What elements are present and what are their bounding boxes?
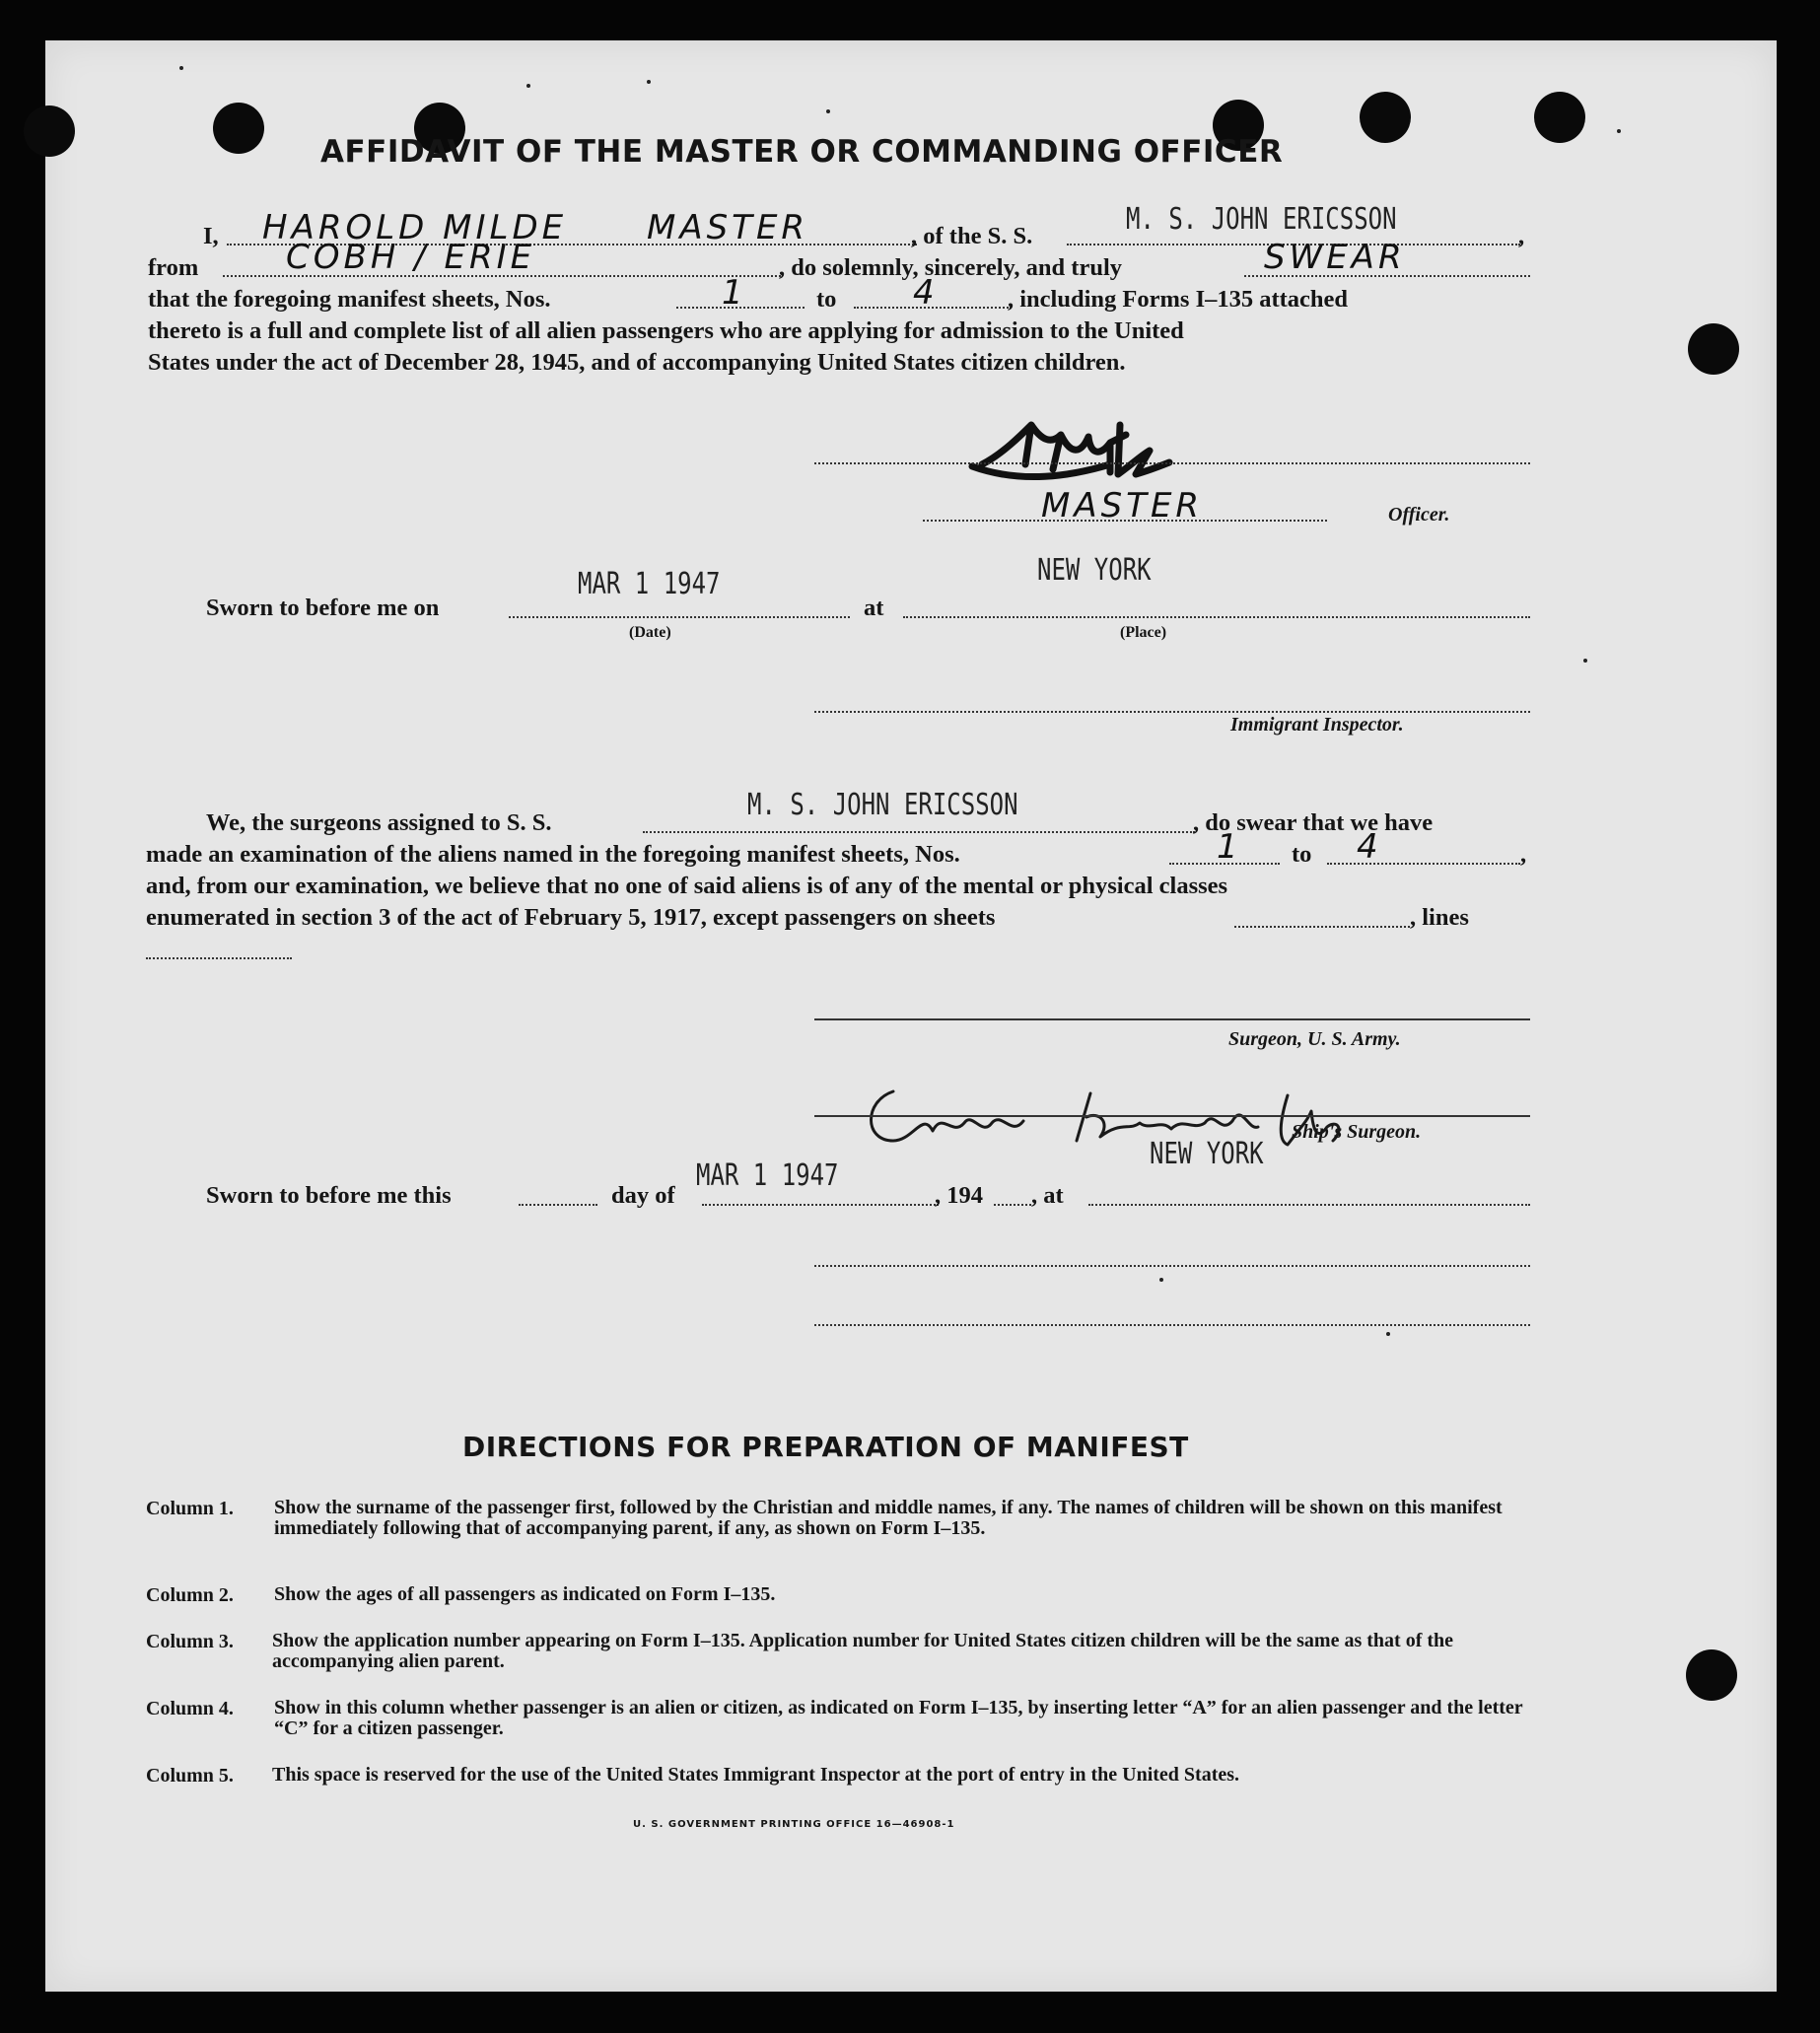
date-stamp: MAR 1 1947 [578,567,721,601]
printing-office-footer: U. S. GOVERNMENT PRINTING OFFICE 16—46908-1 [633,1819,955,1830]
sheet-from-handwritten: 1 [722,273,747,313]
column-4-text: Show in this column whether passenger is an alien or citizen, as indicated on Form I–135, by inserting letter “A” for an alien passenger and the letter “C” for a citizen passenger. [274,1697,1523,1739]
oath-handwritten: SWEAR [1264,238,1406,277]
text-of-ss: , of the S. S. [911,223,1033,249]
column-2-label: Column 2. [146,1584,234,1606]
surgeons-ship-stamp: M. S. JOHN ERICSSON [747,788,1018,822]
column-2-text: Show the ages of all passengers as indicated on Form I–135. [274,1583,776,1605]
document-sheet: AFFIDAVIT OF THE MASTER OR COMMANDING OFFICER I, HAROLD MILDE MASTER , of the S. S. M. S. JOHN ERICSSON , from COBH / ERIE , do solemnly, sincerely, and truly SWEAR that the foregoing manifest sheets, Nos. 1 to 4 , including Forms I–135 attached thereto is a full and complete list of all alien passengers who are applying for admission to the United States under the act of December 28, 1945, and of accompanying United States citizen children. MASTER Officer. NEW YORK Sworn to before me on MAR 1 1947 at (Date) (Place) Immigrant Inspector. We, the surgeons assigned to S. S. M. S. JOHN ERICSSON , do swear that we have made an examination of the aliens named in the foregoing manifest sheets, Nos. 1 to 4 , and, from our examination, we believe that no one of said aliens is of any of the mental or physical classes enumerated in section 3 of the act of February 5, 1917, except passengers on sheets , lines Surgeon, U. S. Army. Ship's Surgeon. NEW YORK MAR 1 1947 Sworn to before me this day of , 194 , at DIRECTIONS FOR PREPARATION OF MANIFEST Column 1. Show the surname of the passenger first, followed by the Christian and middle names, if any. The names of children will be shown on this manifest immediately following that of accompanying parent, if any, as shown on Form I–135. Column 2. Show the ages of all passengers as indicated on Form I–135. Column 3. Show the application number appearing on Form I–135. Application number for United States citizen children will be the same as that of the accompanying alien parent. Column 4. Show in this column whether passenger is an alien or citizen, as indicated on Form I–135, by inserting letter “A” for an alien passenger and the letter “C” for a citizen passenger. Column 5. This space is reserved for the use of the United States Immigrant Inspector at the port of entry in the United States. U. S. GOVERNMENT PRINTING OFFICE 16—46908-1 [45,40,1777,1992]
column-1-text: Show the surname of the passenger first, followed by the Christian and middle names, if any. The names of children will be shown on this manifest immediately following that of accompanying parent, if any, as shown on Form I–135. [274,1497,1503,1539]
port-handwritten: COBH / ERIE [286,238,536,277]
master-title-handwritten: MASTER [647,208,809,247]
officer-label: Officer. [1388,504,1450,526]
master-name: HAROLD MILDE [262,208,568,247]
master-signature [962,395,1219,494]
place-stamp: NEW YORK [1037,553,1152,588]
surgeons-place-stamp: NEW YORK [1150,1137,1264,1171]
sheet-to-handwritten: 4 [913,273,939,313]
punch-hole [1360,92,1411,143]
column-5-label: Column 5. [146,1765,234,1787]
punch-hole [1688,323,1739,375]
ship-surgeon-label: Ship's Surgeon. [1292,1121,1422,1143]
column-3-text: Show the application number appearing on Form I–135. Application number for United States citizen children will be the same as that of the accompanying alien parent. [272,1630,1454,1672]
column-3-label: Column 3. [146,1631,234,1652]
punch-hole [24,105,75,157]
inspector-label: Immigrant Inspector. [1230,714,1404,736]
affidavit-title: AFFIDAVIT OF THE MASTER OR COMMANDING OFFICER [320,134,1284,170]
surgeons-date-stamp: MAR 1 1947 [696,1158,839,1193]
punch-hole [213,103,264,154]
officer-title-handwritten: MASTER [1041,486,1204,526]
column-4-label: Column 4. [146,1698,234,1719]
directions-title: DIRECTIONS FOR PREPARATION OF MANIFEST [462,1431,1189,1463]
text-solemnly: , do solemnly, sincerely, and truly [779,254,1123,281]
punch-hole [1534,92,1585,143]
army-surgeon-label: Surgeon, U. S. Army. [1228,1028,1401,1050]
punch-hole [1686,1649,1737,1701]
column-5-text: This space is reserved for the use of the United States Immigrant Inspector at the port of entry in the United States. [272,1764,1240,1786]
text-i: I, [203,223,219,249]
ship-name-stamp: M. S. JOHN ERICSSON [1126,202,1397,237]
column-1-label: Column 1. [146,1498,234,1519]
text-from: from [148,254,199,281]
